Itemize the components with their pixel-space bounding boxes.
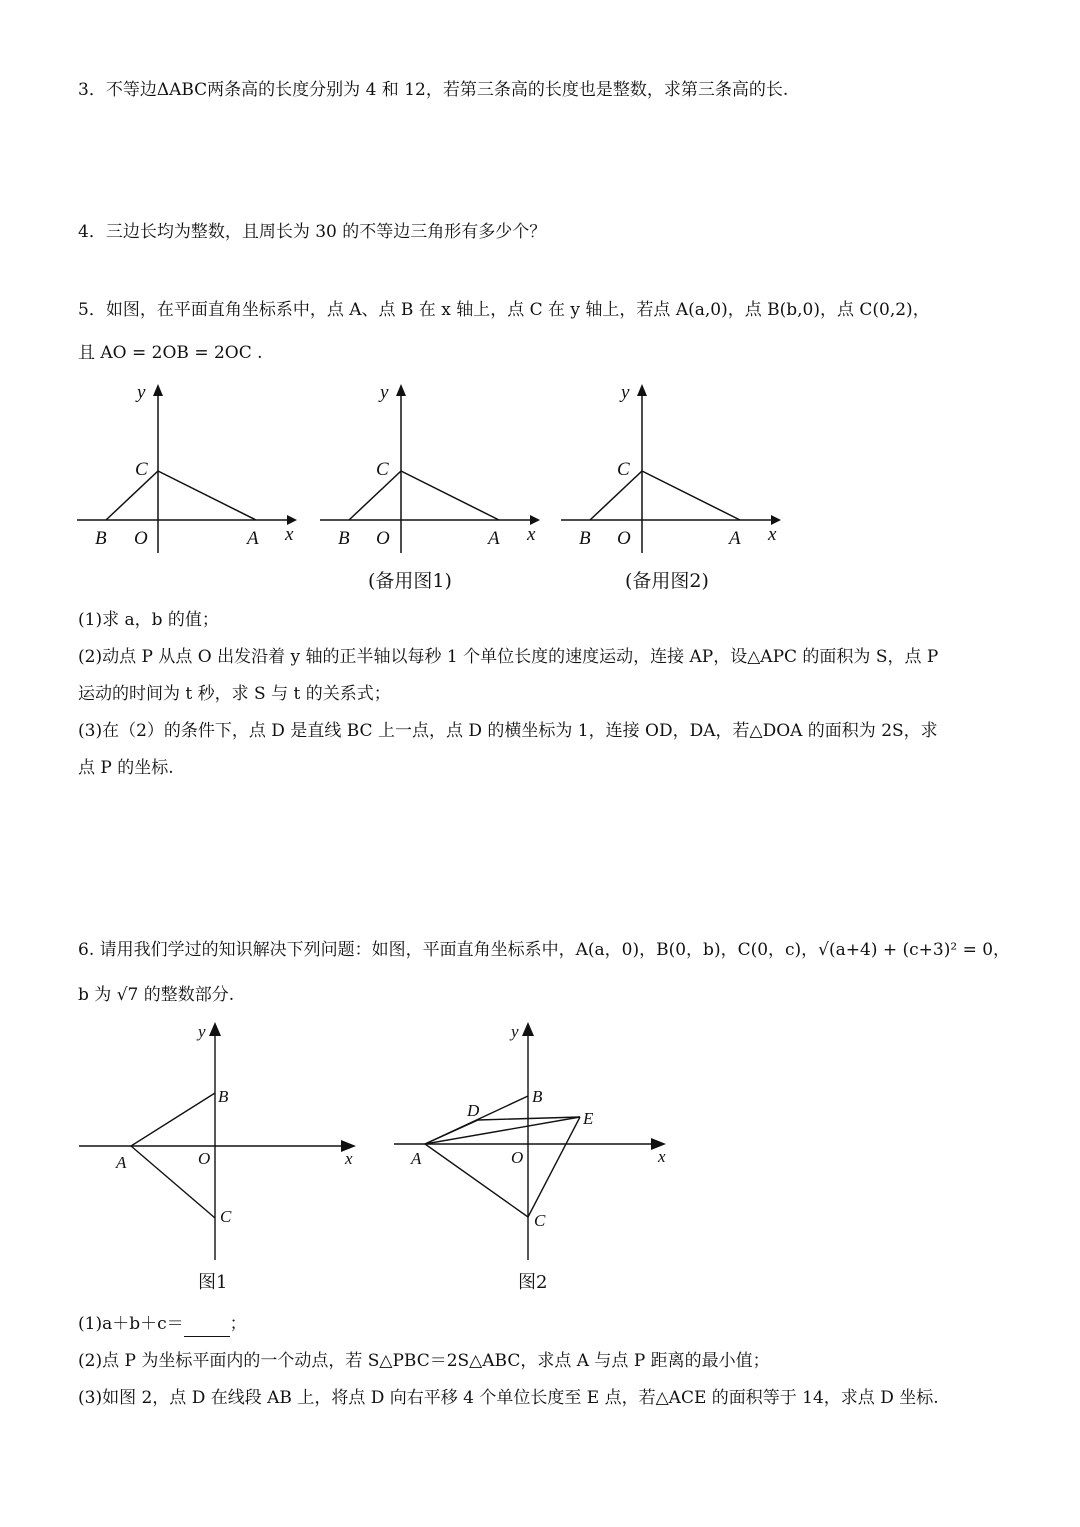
label-O: O bbox=[134, 528, 148, 549]
q6-caption-1: 图1 bbox=[198, 1272, 228, 1293]
q6-caption-2: 图2 bbox=[518, 1272, 548, 1293]
q6-part-2: (2)点 P 为坐标平面内的一个动点，若 S△PBC＝2S△ABC，求点 A 与点 P 距离的最小值； bbox=[78, 1351, 770, 1371]
label-y: y bbox=[511, 1022, 519, 1041]
question-6-line1: 6. 请用我们学过的知识解决下列问题：如图，平面直角坐标系中，A(a，0)，B(0，b)，C(0，c)，√(a+4) + (c+3)² = 0， bbox=[78, 940, 1011, 960]
label-C: C bbox=[135, 459, 148, 480]
label-y: y bbox=[621, 382, 630, 403]
label-C: C bbox=[220, 1207, 232, 1226]
label-y: y bbox=[137, 382, 146, 403]
label-x: x bbox=[285, 524, 294, 545]
q5-caption-2: (备用图2) bbox=[625, 570, 709, 592]
label-O: O bbox=[511, 1148, 524, 1167]
label-A: A bbox=[116, 1153, 127, 1172]
label-x: x bbox=[527, 524, 536, 545]
question-5-line2: 且 AO = 2OB = 2OC . bbox=[78, 343, 263, 363]
label-C: C bbox=[534, 1211, 546, 1230]
q5-part-1: (1)求 a，b 的值； bbox=[78, 610, 219, 630]
q6-figure-2 bbox=[390, 1020, 680, 1270]
q6-part-3: (3)如图 2，点 D 在线段 AB 上，将点 D 向右平移 4 个单位长度至 E 点，若△ACE 的面积等于 14，求点 D 坐标. bbox=[78, 1388, 939, 1408]
label-x: x bbox=[345, 1149, 353, 1168]
label-D: D bbox=[467, 1101, 480, 1120]
label-A: A bbox=[247, 528, 259, 549]
q5-part-2a: (2)动点 P 从点 O 出发沿着 y 轴的正半轴以每秒 1 个单位长度的速度运动，连接 AP，设△APC 的面积为 S，点 P bbox=[78, 647, 939, 667]
label-B: B bbox=[218, 1087, 229, 1106]
q6-part-1 bbox=[78, 1312, 247, 1337]
label-A: A bbox=[411, 1149, 422, 1168]
label-O: O bbox=[376, 528, 390, 549]
label-B: B bbox=[532, 1087, 543, 1106]
label-O: O bbox=[198, 1149, 211, 1168]
q6-part-1-suffix: ； bbox=[229, 1314, 247, 1334]
q5-figure-spare-1 bbox=[318, 378, 548, 558]
label-x: x bbox=[768, 524, 777, 545]
label-y: y bbox=[198, 1022, 206, 1041]
label-C: C bbox=[617, 459, 630, 480]
question-5-line1: 5．如图，在平面直角坐标系中，点 A、点 B 在 x 轴上，点 C 在 y 轴上，若点 A(a,0)，点 B(b,0)，点 C(0,2)， bbox=[78, 300, 930, 320]
q5-part-3b: 点 P 的坐标. bbox=[78, 758, 174, 778]
label-C: C bbox=[376, 459, 389, 480]
q5-part-3a: (3)在（2）的条件下，点 D 是直线 BC 上一点，点 D 的横坐标为 1，连接 OD，DA，若△DOA 的面积为 2S，求 bbox=[78, 721, 938, 741]
label-A: A bbox=[729, 528, 741, 549]
q6-part-1-prefix: (1)a＋b＋c＝ bbox=[78, 1314, 184, 1334]
label-E: E bbox=[583, 1109, 594, 1128]
label-B: B bbox=[579, 528, 591, 549]
q6-figure-1 bbox=[75, 1020, 365, 1270]
label-x: x bbox=[658, 1147, 666, 1166]
q5-figure-spare-2 bbox=[559, 378, 789, 558]
question-6-line2: b 为 √7 的整数部分. bbox=[78, 985, 235, 1005]
question-3-text: 3．不等边ΔABC两条高的长度分别为 4 和 12，若第三条高的长度也是整数，求第三条高的长. bbox=[78, 80, 789, 100]
label-A: A bbox=[488, 528, 500, 549]
question-4-text: 4．三边长均为整数，且周长为 30 的不等边三角形有多少个？ bbox=[78, 222, 547, 242]
q5-part-2b: 运动的时间为 t 秒，求 S 与 t 的关系式； bbox=[78, 684, 391, 704]
label-O: O bbox=[617, 528, 631, 549]
q5-figure-main bbox=[75, 378, 305, 558]
answer-blank[interactable] bbox=[184, 1312, 230, 1337]
label-B: B bbox=[338, 528, 350, 549]
q5-caption-1: (备用图1) bbox=[368, 570, 452, 592]
label-y: y bbox=[380, 382, 389, 403]
label-B: B bbox=[95, 528, 107, 549]
